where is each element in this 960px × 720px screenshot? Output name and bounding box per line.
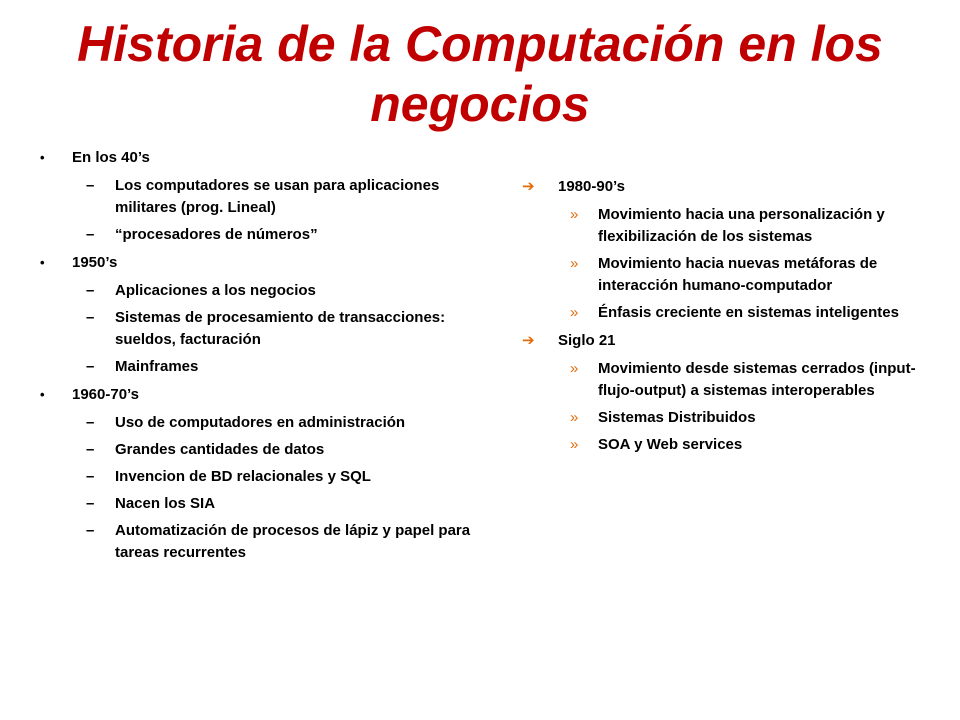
- dash-icon: –: [86, 226, 95, 243]
- bullet-item: [40, 384, 480, 406]
- bullet-heading: En los 40’s: [72, 149, 150, 166]
- sub-item-text: Sistemas de procesamiento de transacciones: sueldos, facturación: [115, 309, 446, 348]
- sub-item: [40, 439, 480, 461]
- sub-item-text: Grandes cantidades de datos: [115, 441, 325, 458]
- dash-icon: –: [86, 441, 95, 458]
- chevron-icon: »: [570, 436, 579, 453]
- dash-icon: –: [86, 522, 95, 539]
- sub-item: [40, 280, 480, 302]
- bullet-item: [40, 147, 480, 169]
- dash-icon: –: [86, 177, 95, 194]
- sub-item: [40, 412, 480, 434]
- dash-icon: –: [86, 309, 95, 326]
- arrow-item: [522, 176, 922, 198]
- arrow-right-icon: ➔: [522, 178, 535, 195]
- bullet-icon: •: [40, 150, 45, 165]
- chevron-icon: »: [570, 360, 579, 377]
- sub-item: [522, 253, 922, 297]
- arrow-item: [522, 330, 922, 352]
- dash-icon: –: [86, 282, 95, 299]
- sub-item: [522, 407, 922, 429]
- slide-title: Historia de la Computación en los negocios: [77, 16, 883, 132]
- bullet-icon: •: [40, 255, 45, 270]
- right-column: [522, 176, 922, 462]
- sub-item-text: Movimiento desde sistemas cerrados (input-flujo-output) a sistemas interoperables: [598, 360, 916, 399]
- sub-item: [522, 204, 922, 248]
- sub-item: [40, 175, 480, 219]
- left-group-1950s: [40, 252, 480, 378]
- sub-item-text: Énfasis creciente en sistemas inteligentes: [598, 304, 899, 321]
- sub-item-text: SOA y Web services: [598, 436, 743, 453]
- chevron-icon: »: [570, 255, 579, 272]
- dash-icon: –: [86, 358, 95, 375]
- bullet-heading: 1960-70’s: [72, 386, 140, 403]
- sub-item: [40, 356, 480, 378]
- sub-item: [40, 224, 480, 246]
- arrow-right-icon: ➔: [522, 332, 535, 349]
- left-group-1960-70s: [40, 384, 480, 564]
- arrow-heading: Siglo 21: [558, 332, 616, 349]
- left-column: [40, 147, 480, 570]
- sub-item: [40, 466, 480, 488]
- sub-item: [522, 358, 922, 402]
- sub-item-text: Movimiento hacia una personalización y flexibilización de los sistemas: [598, 206, 885, 245]
- sub-item-text: Movimiento hacia nuevas metáforas de interacción humano-computador: [598, 255, 878, 294]
- sub-item-text: Mainframes: [115, 358, 199, 375]
- arrow-heading: 1980-90’s: [558, 178, 626, 195]
- sub-item-text: Sistemas Distribuidos: [598, 409, 756, 426]
- chevron-icon: »: [570, 304, 579, 321]
- dash-icon: –: [86, 468, 95, 485]
- right-group-1980-90s: [522, 176, 922, 324]
- bullet-icon: •: [40, 387, 45, 402]
- dash-icon: –: [86, 495, 95, 512]
- right-group-siglo-21: [522, 330, 922, 456]
- bullet-heading: 1950’s: [72, 254, 118, 271]
- sub-item-text: Aplicaciones a los negocios: [115, 282, 316, 299]
- sub-item: [40, 307, 480, 351]
- bullet-item: [40, 252, 480, 274]
- chevron-icon: »: [570, 409, 579, 426]
- sub-item-text: Uso de computadores en administración: [115, 414, 406, 431]
- chevron-icon: »: [570, 206, 579, 223]
- left-group-40s: [40, 147, 480, 246]
- dash-icon: –: [86, 414, 95, 431]
- sub-item-text: Los computadores se usan para aplicaciones militares (prog. Lineal): [115, 177, 440, 216]
- sub-item: [40, 520, 480, 564]
- sub-item-text: Invencion de BD relacionales y SQL: [115, 468, 371, 485]
- sub-item-text: “procesadores de números”: [115, 226, 318, 243]
- sub-item: [40, 493, 480, 515]
- sub-item-text: Nacen los SIA: [115, 495, 216, 512]
- sub-item: [522, 434, 922, 456]
- sub-item: [522, 302, 922, 324]
- sub-item-text: Automatización de procesos de lápiz y papel para tareas recurrentes: [115, 522, 471, 561]
